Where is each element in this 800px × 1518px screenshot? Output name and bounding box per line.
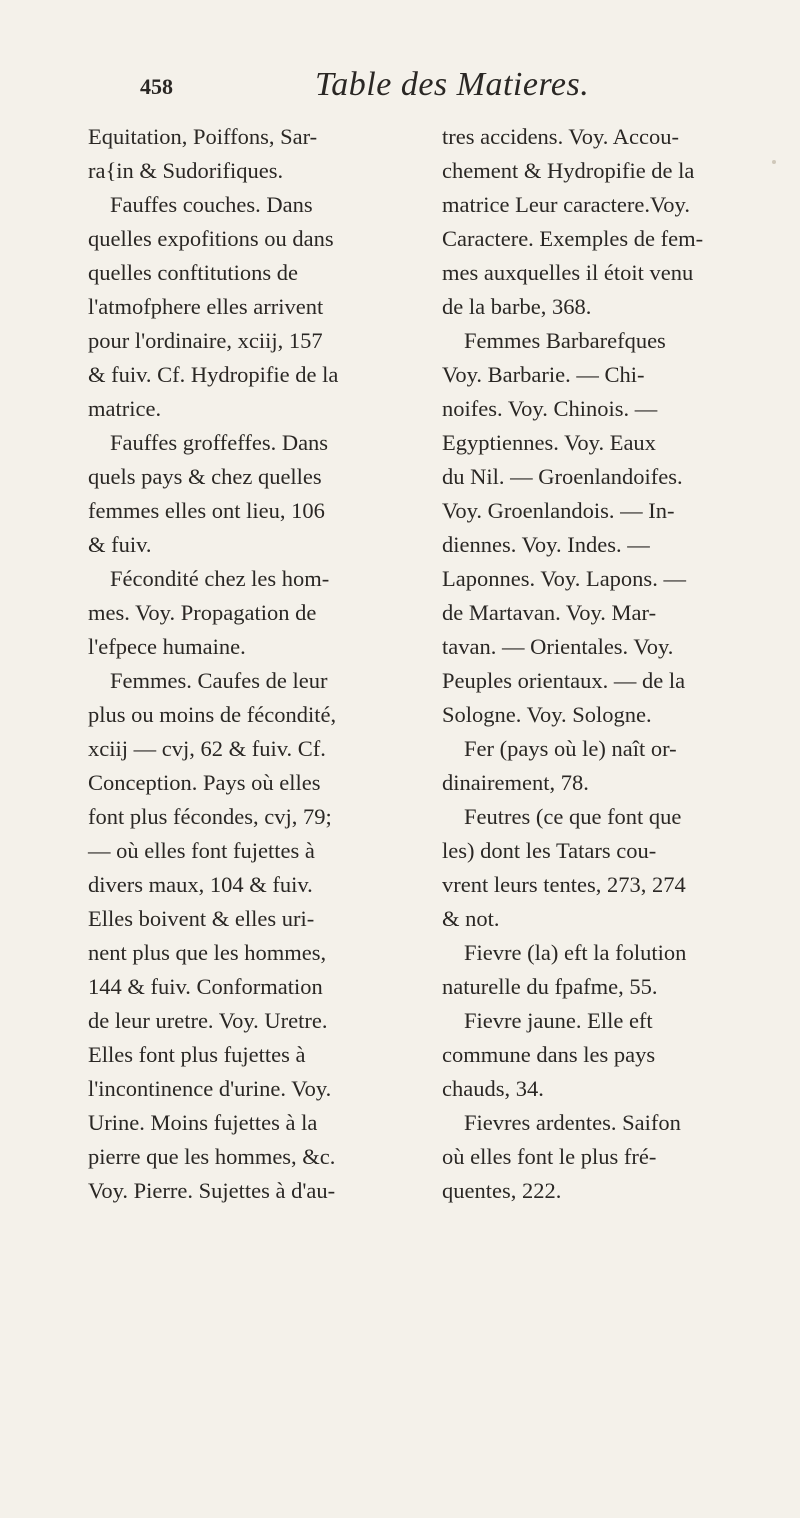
index-entry: Femmes. Caufes de leur plus ou moins de fécondité, xciij — cvj, 62 & fuiv. Cf. Conception. Pays où elles font plus fécondes, cvj, 79; — où elles font fujettes à divers maux, 104 & fuiv. Elles boivent & elles uri- nent plus que les hommes, 144 & fuiv. Conformation de leur uretre. Voy. Uretre. Elles font plus fujettes à l'incontinence d'urine. Voy. Urine. Moins fujettes à la pierre que les hommes, &c. Voy. Pierre. Sujettes à d'au- xyxy=(88,668,337,1203)
index-entry: tres accidens. Voy. Accou- chement & Hydropifie de la matrice Leur caractere.Voy. Caractere. Exemples de fem- mes auxquelles il étoit venu de la barbe, 368. xyxy=(442,124,704,319)
paper-speck xyxy=(772,160,776,164)
page-title: Table des Matieres. xyxy=(315,66,590,103)
index-entry: Fer (pays où le) naît or- dinairement, 78. xyxy=(442,736,677,795)
index-entry: Feutres (ce que font que les) dont les Tatars cou- vrent leurs tentes, 273, 274 & not. xyxy=(442,804,686,931)
index-entry: Fievre (la) eft la folution naturelle du fpafme, 55. xyxy=(442,940,687,999)
index-entry: Fauffes groffeffes. Dans quels pays & chez quelles femmes elles ont lieu, 106 & fuiv. xyxy=(88,430,329,557)
left-column xyxy=(88,120,418,1208)
index-entry: Fievre jaune. Elle eft commune dans les pays chauds, 34. xyxy=(442,1008,656,1101)
running-head xyxy=(140,66,690,106)
index-entry: Femmes Barbarefques Voy. Barbarie. — Chi- noifes. Voy. Chinois. — Egyptiennes. Voy. Eaux du Nil. — Groenlandoifes. Voy. Groenlandois. — In- diennes. Voy. Indes. — Laponnes. Voy. Lapons. — de Martavan. Voy. Mar- tavan. — Orientales. Voy. Peuples orientaux. — de la Sologne. Voy. Sologne. xyxy=(442,328,686,727)
index-entry: Fauffes couches. Dans quelles expofitions ou dans quelles conftitutions de l'atmofphere elles arrivent pour l'ordinaire, xciij, 157 & fuiv. Cf. Hydropifie de la matrice. xyxy=(88,192,339,421)
index-entry: Equitation, Poiffons, Sar- ra{in & Sudorifiques. xyxy=(88,124,318,183)
index-entry: Fievres ardentes. Saifon où elles font le plus fré- quentes, 222. xyxy=(442,1110,681,1203)
right-column xyxy=(442,120,784,1208)
index-entry: Fécondité chez les hom- mes. Voy. Propagation de l'efpece humaine. xyxy=(88,566,330,659)
page-number: 458 xyxy=(140,74,173,99)
